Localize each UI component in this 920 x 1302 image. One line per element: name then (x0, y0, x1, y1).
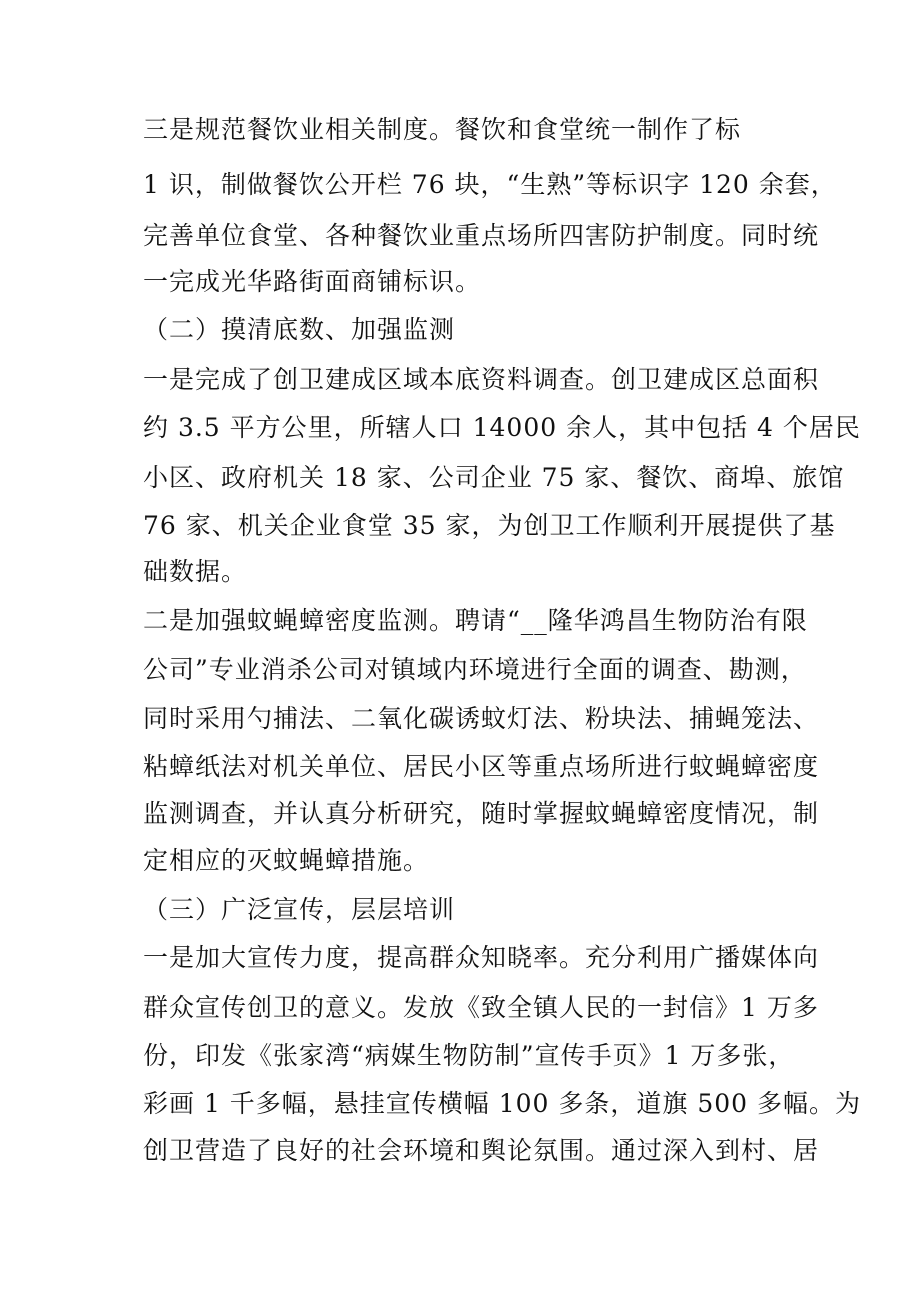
text-line: 粘蟑纸法对机关单位、居民小区等重点场所进行蚊蝇蟑密度 (143, 752, 820, 781)
text-line: 完善单位食堂、各种餐饮业重点场所四害防护制度。同时统 (143, 221, 820, 250)
text-line: 三是规范餐饮业相关制度。餐饮和食堂统一制作了标 (143, 115, 742, 144)
text-line: 同时采用勺捕法、二氧化碳诱蚊灯法、粉块法、捕蝇笼法、 (143, 704, 820, 733)
text-line: 份，印发《张家湾“病媒生物防制”宣传手页》1 万多张， (143, 1041, 795, 1070)
text-line: 小区、政府机关 18 家、公司企业 75 家、餐饮、商埠、旅馆 (143, 463, 845, 492)
text-line: 一是加大宣传力度，提高群众知晓率。充分利用广播媒体向 (143, 943, 820, 972)
text-line: 彩画 1 千多幅，悬挂宣传横幅 100 多条，道旗 500 多幅。为 (143, 1089, 862, 1118)
text-line: 二是加强蚊蝇蟑密度监测。聘请“__隆华鸿昌生物防治有限 (143, 606, 808, 635)
text-line: 监测调查，并认真分析研究，随时掌握蚊蝇蟑密度情况，制 (143, 799, 820, 828)
text-line: 约 3.5 平方公里，所辖人口 14000 余人，其中包括 4 个居民 (143, 413, 861, 442)
text-line: 一完成光华路街面商铺标识。 (143, 267, 482, 296)
text-line: 创卫营造了良好的社会环境和舆论氛围。通过深入到村、居 (143, 1136, 820, 1165)
text-line: 1 识，制做餐饮公开栏 76 块，“生熟”等标识字 120 余套， (143, 170, 837, 199)
section-heading: （二）摸清底数、加强监测 (143, 315, 456, 344)
text-line: 定相应的灭蚊蝇蟑措施。 (143, 846, 430, 875)
text-line: 群众宣传创卫的意义。发放《致全镇人民的一封信》1 万多 (143, 993, 819, 1022)
text-line: 础数据。 (143, 557, 248, 586)
text-line: 公司”专业消杀公司对镇域内环境进行全面的调查、勘测， (143, 655, 807, 684)
text-line: 一是完成了创卫建成区域本底资料调查。创卫建成区总面积 (143, 365, 820, 394)
section-heading: （三）广泛宣传，层层培训 (143, 895, 456, 924)
text-line: 76 家、机关企业食堂 35 家，为创卫工作顺利开展提供了基 (143, 511, 836, 540)
